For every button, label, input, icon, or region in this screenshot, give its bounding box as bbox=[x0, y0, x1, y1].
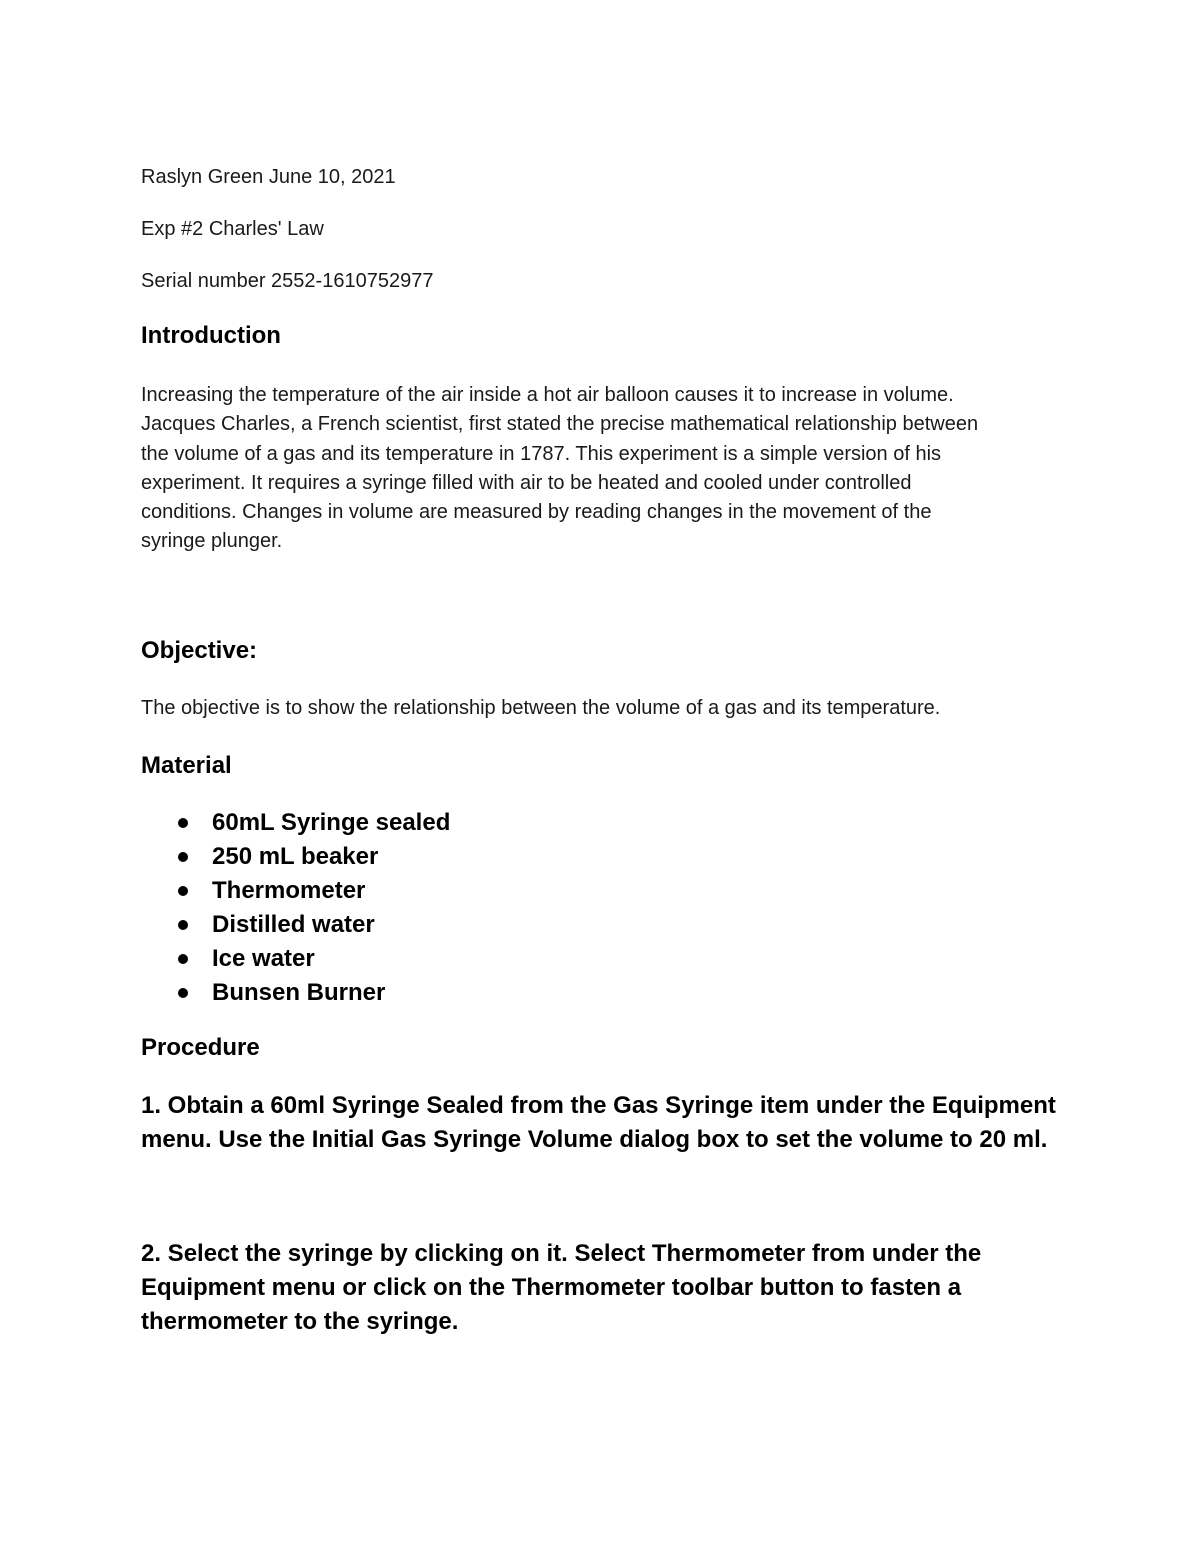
experiment-title-line: Exp #2 Charles' Law bbox=[141, 218, 324, 240]
material-item-label: Ice water bbox=[212, 945, 315, 972]
procedure-heading: Procedure bbox=[141, 1034, 260, 1061]
introduction-line: Jacques Charles, a French scientist, first stated the precise mathematical relationship between bbox=[141, 413, 979, 436]
introduction-paragraph bbox=[141, 381, 1061, 557]
procedure-step-line: 2. Select the syringe by clicking on it. Select Thermometer from under the bbox=[141, 1240, 982, 1267]
procedure-step-2 bbox=[141, 1237, 1081, 1339]
material-item-label: 250 mL beaker bbox=[212, 843, 379, 870]
bullet-icon bbox=[178, 920, 188, 930]
procedure-step-line: Equipment menu or click on the Thermometer toolbar button to fasten a bbox=[141, 1274, 962, 1301]
objective-text: The objective is to show the relationship between the volume of a gas and its temperature. bbox=[141, 697, 941, 719]
procedure-step-line: menu. Use the Initial Gas Syringe Volume dialog box to set the volume to 20 ml. bbox=[141, 1126, 1048, 1153]
procedure-step-1 bbox=[141, 1089, 1081, 1157]
material-item-label: Bunsen Burner bbox=[212, 979, 386, 1006]
list-item bbox=[141, 908, 450, 942]
introduction-line: Increasing the temperature of the air inside a hot air balloon causes it to increase in volume. bbox=[141, 384, 954, 406]
procedure-step-line: 1. Obtain a 60ml Syringe Sealed from the Gas Syringe item under the Equipment bbox=[141, 1092, 1056, 1119]
material-heading: Material bbox=[141, 752, 232, 779]
list-item bbox=[141, 942, 450, 976]
bullet-icon bbox=[178, 886, 188, 896]
material-list bbox=[141, 806, 450, 1010]
introduction-heading: Introduction bbox=[141, 322, 281, 349]
bullet-icon bbox=[178, 954, 188, 964]
bullet-icon bbox=[178, 852, 188, 862]
bullet-icon bbox=[178, 818, 188, 828]
material-item-label: Distilled water bbox=[212, 911, 375, 938]
list-item bbox=[141, 874, 450, 908]
list-item bbox=[141, 976, 450, 1010]
introduction-line: conditions. Changes in volume are measured by reading changes in the movement of the bbox=[141, 501, 932, 524]
introduction-line: syringe plunger. bbox=[141, 530, 283, 553]
list-item bbox=[141, 806, 450, 840]
procedure-step-line: thermometer to the syringe. bbox=[141, 1308, 459, 1335]
list-item bbox=[141, 840, 450, 874]
introduction-line: the volume of a gas and its temperature in 1787. This experiment is a simple version of his bbox=[141, 442, 942, 465]
objective-heading: Objective: bbox=[141, 637, 258, 664]
introduction-line: experiment. It requires a syringe filled with air to be heated and cooled under controlled bbox=[141, 471, 912, 494]
material-item-label: Thermometer bbox=[212, 877, 366, 904]
bullet-icon bbox=[178, 988, 188, 998]
serial-number-line: Serial number 2552-1610752977 bbox=[141, 270, 434, 292]
author-date-line: Raslyn Green June 10, 2021 bbox=[141, 166, 396, 188]
material-item-label: 60mL Syringe sealed bbox=[212, 809, 451, 836]
